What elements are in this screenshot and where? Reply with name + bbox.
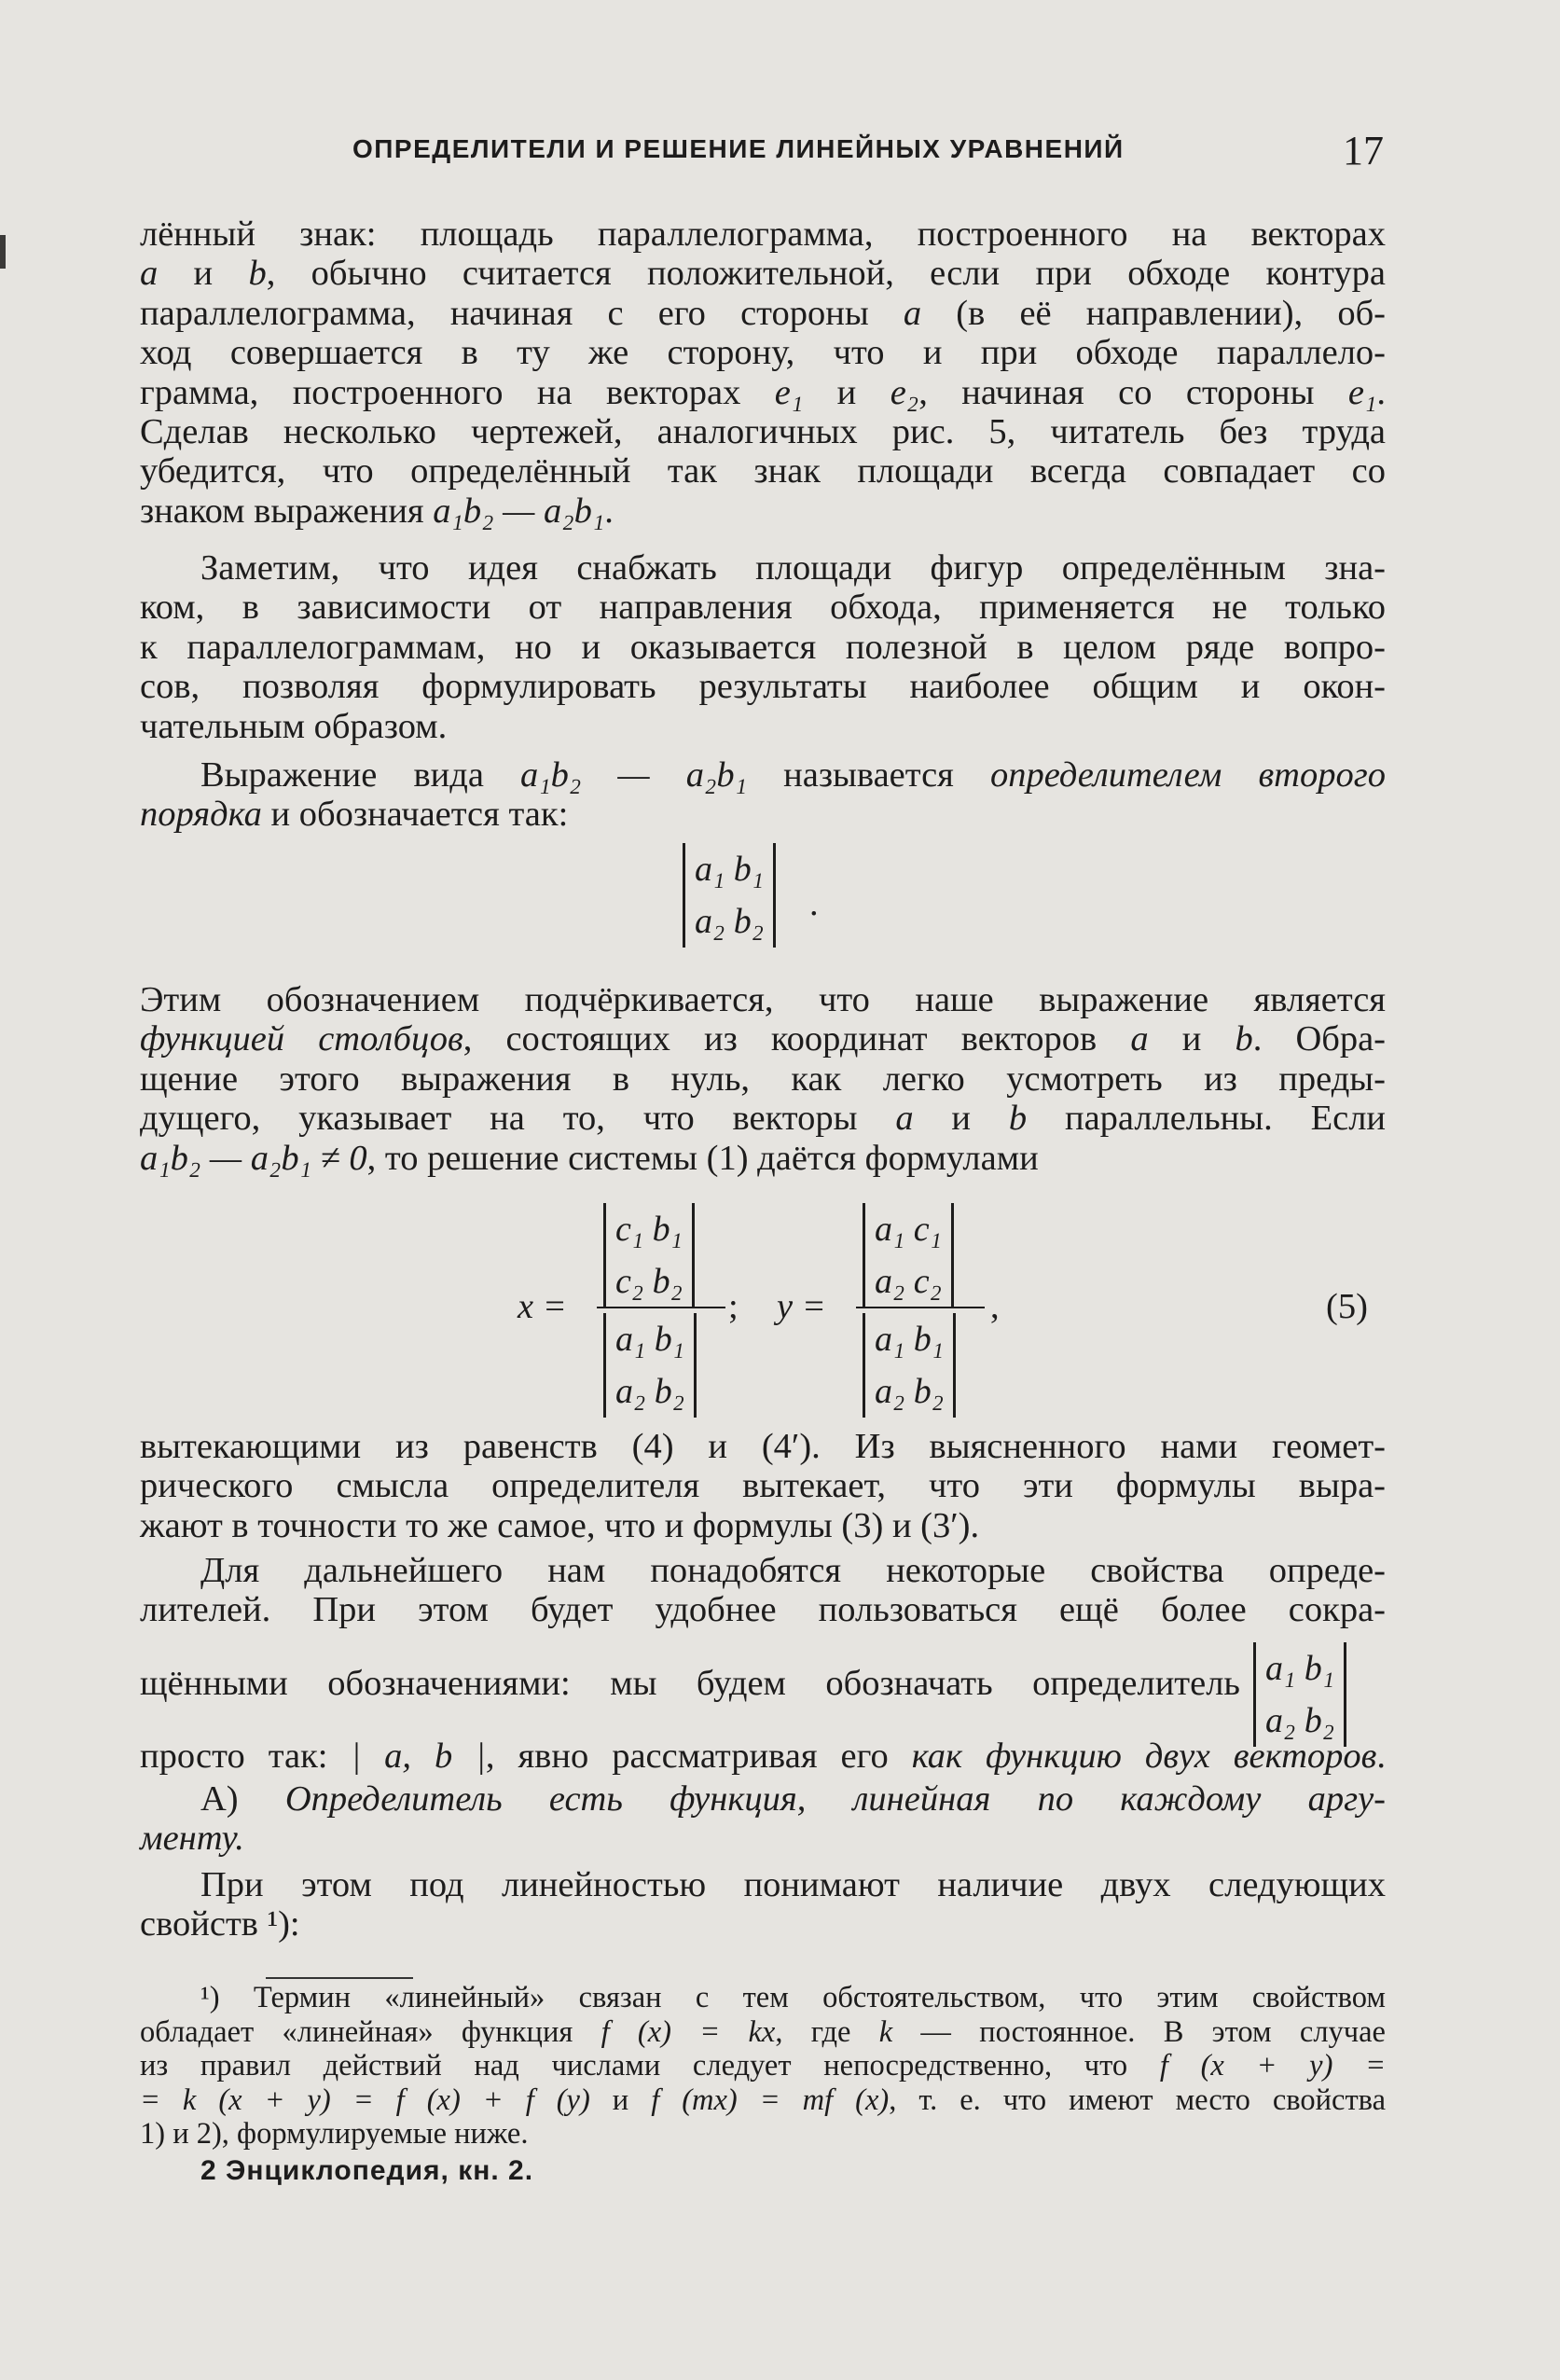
- paragraph-3: [140, 755, 1386, 835]
- equation-number: (5): [1326, 1287, 1368, 1326]
- text-line: a и b, обычно считается положительной, если при обходе контура: [140, 254, 1386, 294]
- text-line: Этим обозначением подчёркивается, что наше выражение является: [140, 980, 1386, 1019]
- text-line: 1) и 2), формулируемые ниже.: [140, 2117, 529, 2152]
- text-line: Заметим, что идея снабжать площади фигур определённым зна-: [200, 548, 1386, 588]
- paragraph-2: [140, 548, 1386, 746]
- determinant-display: a₁ b₁ a₂ b₂: [683, 843, 776, 948]
- y-label: y =: [777, 1287, 826, 1326]
- page-number: 17: [1343, 128, 1384, 173]
- text-line: щёнными обозначениями: мы будем обозначать определитель: [140, 1664, 1240, 1703]
- fraction-bar: [597, 1307, 725, 1308]
- text-line: знаком выражения a₁b₂ — a₂b₁.: [140, 491, 614, 531]
- text-line: лителей. При этом будет удобнее пользоваться ещё более сокра-: [140, 1590, 1386, 1630]
- text-line: к параллелограммам, но и оказывается полезной в целом ряде вопро-: [140, 627, 1386, 667]
- binding-mark: [0, 235, 6, 269]
- text-line: ход совершается в ту же сторону, что и при обходе параллело-: [140, 333, 1386, 373]
- fraction-bar: [856, 1307, 985, 1308]
- inline-determinant: a₁ b₁ a₂ b₂: [1253, 1642, 1346, 1747]
- text-line: сов, позволяя формулировать результаты наиболее общим и окон-: [140, 667, 1386, 707]
- paragraph-4: [140, 980, 1386, 1178]
- running-header: ОПРЕДЕЛИТЕЛИ И РЕШЕНИЕ ЛИНЕЙНЫХ УРАВНЕНИЙ: [352, 134, 1125, 163]
- text-line: Сделав несколько чертежей, аналогичных рис. 5, читатель без труда: [140, 412, 1386, 452]
- text-line: дущего, указывает на то, что векторы a и b параллельны. Если: [140, 1099, 1387, 1139]
- text-line: свойств ¹):: [140, 1904, 300, 1944]
- paragraph-1: [140, 214, 1386, 531]
- paragraph-7: [140, 1779, 1386, 1859]
- text-line: лённый знак: площадь параллелограмма, построенного на векторах: [140, 214, 1386, 254]
- x-numerator: c₁ b₁ c₂ b₂: [603, 1203, 695, 1308]
- x-label: x =: [518, 1287, 567, 1326]
- paragraph-6: [140, 1551, 1386, 1630]
- text-line: порядка и обозначается так:: [140, 795, 569, 835]
- text-line: вытекающими из равенств (4) и (4′). Из выясненного нами геомет-: [140, 1427, 1386, 1466]
- text-line: убедится, что определённый так знак площади всегда совпадает со: [140, 451, 1386, 491]
- text-line: чательным образом.: [140, 706, 448, 746]
- text-line: ком, в зависимости от направления обхода, применяется не только: [140, 588, 1386, 628]
- text-line: из правил действий над числами следует непосредственно, что f (x + y) =: [140, 2049, 1387, 2083]
- comma: ,: [990, 1287, 1000, 1326]
- text-line: При этом под линейностью понимают наличие двух следующих: [200, 1865, 1386, 1904]
- text-line: А) Определитель есть функция, линейная по каждому аргу-: [200, 1779, 1386, 1819]
- text-line: = k (x + y) = f (x) + f (y) и f (mx) = mf (x), т. е. что имеют место свойства: [140, 2082, 1386, 2117]
- text-line: параллелограмма, начиная с его стороны a (в её направлении), об-: [140, 293, 1386, 333]
- y-denominator: a₁ b₁ a₂ b₂: [863, 1313, 956, 1418]
- footnote: [140, 1981, 1386, 2152]
- text-line: менту.: [140, 1819, 244, 1859]
- text-line: функцией столбцов, состоящих из координат векторов a и b. Обра-: [140, 1019, 1386, 1059]
- paragraph-8: [140, 1865, 1386, 1944]
- text-line: a₁b₂ — a₂b₁ ≠ 0, то решение системы (1) даётся формулами: [140, 1138, 1039, 1178]
- text-line: ¹) Термин «линейный» связан с тем обстоятельством, что этим свойством: [200, 1981, 1386, 2014]
- semicolon: ;: [728, 1287, 739, 1326]
- text-line: щение этого выражения в нуль, как легко усмотреть из преды-: [140, 1059, 1386, 1099]
- text-line: рического смысла определителя вытекает, что эти формулы выра-: [140, 1466, 1386, 1506]
- period: .: [809, 884, 819, 923]
- y-numerator: a₁ c₁ a₂ c₂: [863, 1203, 954, 1308]
- printer-signature: 2 Энциклопедия, кн. 2.: [200, 2155, 534, 2186]
- text-line: Для дальнейшего нам понадобятся некоторые свойства опреде-: [200, 1551, 1386, 1590]
- x-denominator: a₁ b₁ a₂ b₂: [603, 1313, 697, 1418]
- footnote-rule: [266, 1977, 413, 1979]
- text-line: просто так: | a, b |, явно рассматривая его как функцию двух векторов.: [140, 1737, 1386, 1776]
- text-line: Выражение вида a₁b₂ — a₂b₁ называется определителем второго: [200, 755, 1386, 795]
- paragraph-6-end: [140, 1737, 1386, 1776]
- text-line: жают в точности то же самое, что и формулы (3) и (3′).: [140, 1505, 980, 1545]
- text-line: обладает «линейная» функция f (x) = kx, где k — постоянное. В этом случае: [140, 2014, 1386, 2049]
- paragraph-5: [140, 1427, 1386, 1545]
- text-line: грамма, построенного на векторах e₁ и e₂, начиная со стороны e₁.: [140, 372, 1387, 412]
